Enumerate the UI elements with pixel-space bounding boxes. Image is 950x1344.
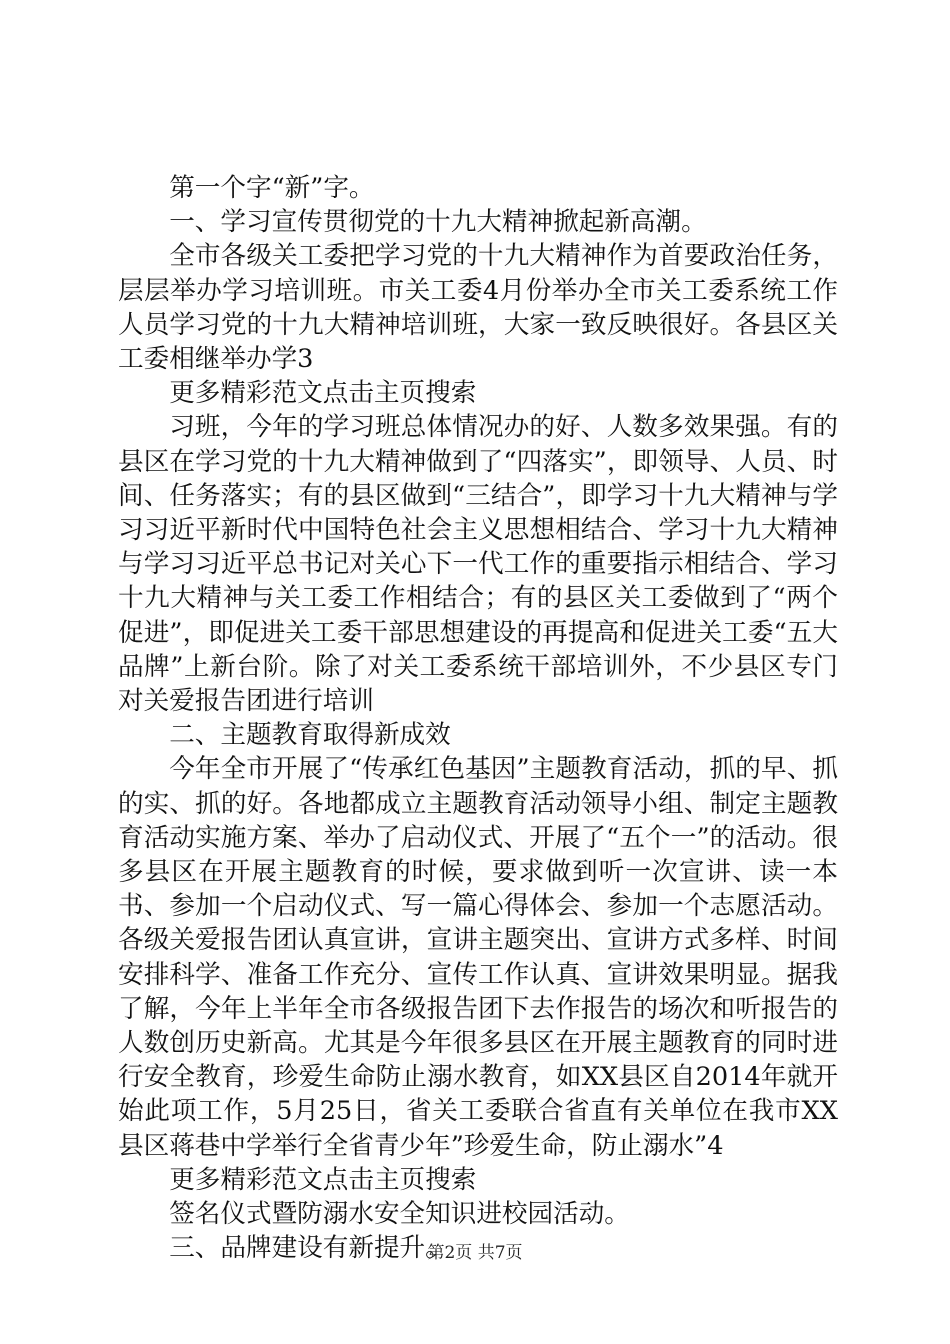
section-heading-brand: 三、品牌建设有新提升。 — [169, 1233, 451, 1264]
paragraph-study-part-1: 全市各级关工委把学习党的十九大精神作为首要政治任务，层层举办学习培训班。市关工委4月份举办全市关工委系统工作人员学习党的十九大精神培训班，大家一致反映很好。各县区关工委相继举办学3 — [118, 241, 838, 375]
search-prompt-text: 更多精彩范文点击主页搜索 — [169, 1164, 477, 1195]
paragraph-first-character: 第一个字“新”字。 — [169, 173, 375, 203]
paragraph-theme-education: 今年全市开展了“传承红色基因”主题教育活动，抓的早、抓的实、抓的好。各地都成立主题教育活动领导小组、制定主题教育活动实施方案、举办了启动仪式、开展了“五个一”的活动。很多县区在开展主题教育的时候，要求做到听一次宣讲、读一本书、参加一个启动仪式、写一篇心得体会、参加一个志愿活动。各级关爱报告团认真宣讲，宣讲主题突出、宣讲方式多样、时间安排科学、准备工作充分、宣传工作认真、宣讲效果明显。据我了解，今年上半年全市各级报告团下去作报告的场次和听报告的人数创历史新高。尤其是今年很多县区在开展主题教育的同时进行安全教育，珍爱生命防止溺水教育，如XX县区自2014年就开始此项工作，5月25日，省关工委联合省直有关单位在我市XX县区蒋巷中学举行全省青少年”珍爱生命，防止溺水”4 — [118, 754, 838, 1161]
page-number-footer: 第2页 共7页 — [427, 1243, 523, 1263]
paragraph-signing-ceremony: 签名仪式暨防溺水安全知识进校园活动。 — [169, 1199, 630, 1230]
search-prompt-text: 更多精彩范文点击主页搜索 — [169, 378, 477, 409]
document-body — [118, 171, 838, 1266]
section-heading-theme-education: 二、主题教育取得新成效 — [169, 720, 451, 751]
section-heading-study: 一、学习宣传贯彻党的十九大精神掀起新高潮。 — [169, 207, 707, 238]
paragraph-study-part-2: 习班，今年的学习班总体情况办的好、人数多效果强。有的县区在学习党的十九大精神做到了“四落实”，即领导、人员、时间、任务落实；有的县区做到“三结合”，即学习十九大精神与学习习近平新时代中国特色社会主义思想相结合、学习十九大精神与学习习近平总书记对关心下一代工作的重要指示相结合、学习十九大精神与关工委工作相结合；有的县区关工委做到了“两个促进”，即促进关工委干部思想建设的再提高和促进关工委“五大品牌”上新台阶。除了对关工委系统干部培训外，不少县区专门对关爱报告团进行培训 — [118, 412, 838, 717]
